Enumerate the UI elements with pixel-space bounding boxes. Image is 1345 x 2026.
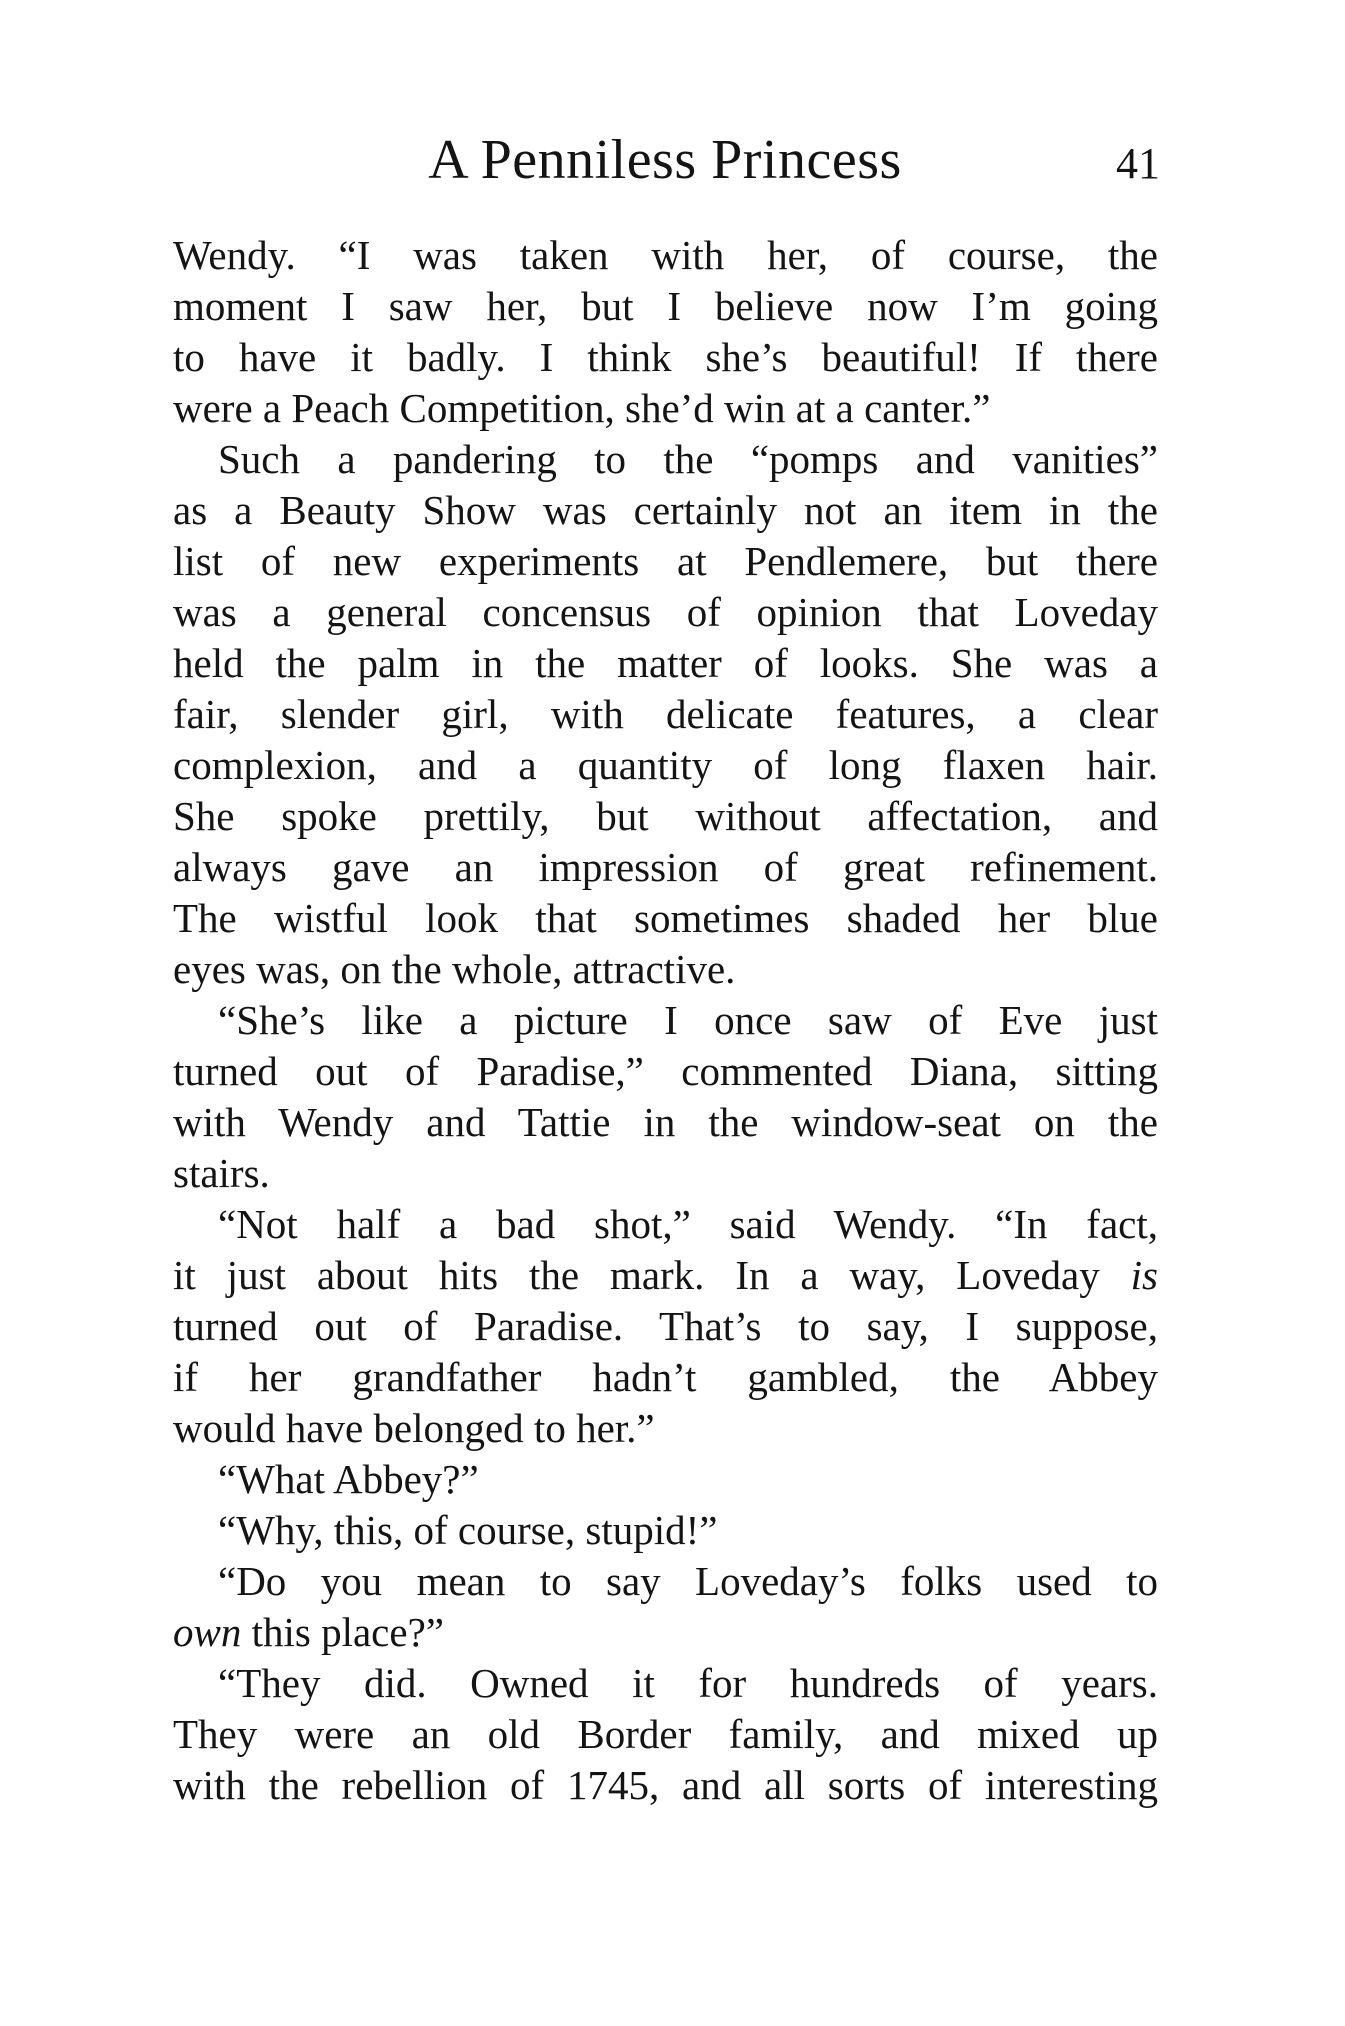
text-line: moment I saw her, but I believe now I’m going: [173, 283, 1158, 329]
text-line: list of new experiments at Pendlemere, but there: [173, 538, 1158, 584]
text-line: fair, slender girl, with delicate features, a clear: [173, 691, 1158, 737]
text-line: turned out of Paradise. That’s to say, I suppose,: [173, 1303, 1158, 1349]
text-line: were a Peach Competition, she’d win at a canter.”: [173, 385, 991, 431]
text-line: “Not half a bad shot,” said Wendy. “In fact,: [218, 1201, 1158, 1247]
page-number: 41: [1116, 139, 1160, 188]
text-line: “Why, this, of course, stupid!”: [218, 1507, 718, 1553]
text-line: with Wendy and Tattie in the window-seat on the: [173, 1099, 1158, 1145]
text-line: was a general concensus of opinion that Loveday: [173, 589, 1158, 635]
text-line: with the rebellion of 1745, and all sorts of interesting: [173, 1762, 1158, 1808]
italic-word: own: [173, 1609, 242, 1655]
text-line: as a Beauty Show was certainly not an item in the: [173, 487, 1158, 533]
text-segment: it just about hits the mark. In a way, Loveday: [173, 1252, 1100, 1298]
text-line: eyes was, on the whole, attractive.: [173, 946, 736, 992]
text-line: Such a pandering to the “pomps and vanities”: [218, 436, 1158, 482]
text-line: The wistful look that sometimes shaded her blue: [173, 895, 1158, 941]
text-line: would have belonged to her.”: [173, 1405, 655, 1451]
running-head: [170, 128, 1160, 198]
running-title: A Penniless Princess: [428, 129, 902, 191]
text-line: turned out of Paradise,” commented Diana, sitting: [173, 1048, 1158, 1094]
text-line: She spoke prettily, but without affectation, and: [173, 793, 1158, 839]
text-line: [173, 1607, 1158, 1658]
text-line: complexion, and a quantity of long flaxen hair.: [173, 742, 1158, 788]
text-line: Wendy. “I was taken with her, of course, the: [173, 232, 1158, 278]
text-line: “What Abbey?”: [218, 1456, 479, 1502]
text-line: [173, 1250, 1158, 1301]
text-line: stairs.: [173, 1150, 270, 1196]
text-line: if her grandfather hadn’t gambled, the Abbey: [173, 1354, 1158, 1400]
text-line: “Do you mean to say Loveday’s folks used to: [218, 1558, 1158, 1604]
text-line: always gave an impression of great refinement.: [173, 844, 1158, 890]
text-line: to have it badly. I think she’s beautiful! If there: [173, 334, 1158, 380]
body-text: [173, 230, 1158, 1811]
text-line: “She’s like a picture I once saw of Eve just: [218, 997, 1158, 1043]
text-segment: this place?”: [251, 1609, 444, 1655]
text-line: held the palm in the matter of looks. She was a: [173, 640, 1158, 686]
text-line: “They did. Owned it for hundreds of years.: [218, 1660, 1158, 1706]
text-line: They were an old Border family, and mixed up: [173, 1711, 1158, 1757]
italic-word: is: [1130, 1252, 1158, 1298]
